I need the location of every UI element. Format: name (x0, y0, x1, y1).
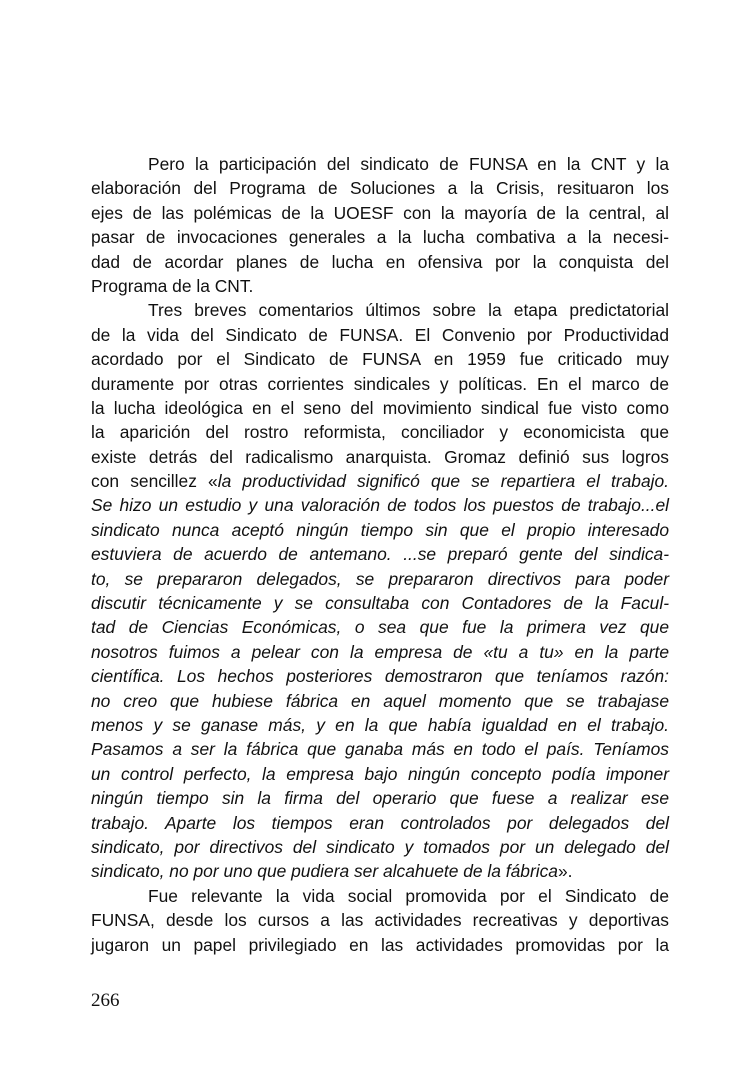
quoted-text: estuviera de acuerdo de antemano. ...se preparó gente del sindica- (91, 544, 669, 565)
quoted-text: sindicato, no por uno que pudiera ser alcahuete de la fábrica (91, 861, 558, 882)
body-text: Pero la participación del sindicato de FUNSA en la CNT y la (148, 154, 669, 174)
body-text: Tres breves comentarios últimos sobre la etapa predictatorial (148, 300, 669, 321)
text-line (91, 591, 669, 615)
text-line (91, 176, 669, 200)
paragraph (91, 152, 669, 298)
body-text: dad de acordar planes de lucha en ofensiva por la conquista del (91, 251, 669, 272)
body-text: Programa de la CNT. (91, 275, 254, 296)
quoted-text: discutir técnicamente y se consultaba con Contadores de la Facul- (91, 593, 669, 614)
text-line (91, 469, 669, 493)
paragraph (91, 298, 669, 883)
text-line (91, 859, 669, 883)
text-line (91, 933, 669, 957)
text-line (91, 298, 669, 322)
body-text: duramente por otras corrientes sindicales y políticas. En el marco de (91, 373, 669, 394)
body-text: pasar de invocaciones generales a la lucha combativa a la necesi- (91, 227, 669, 248)
paragraph (91, 884, 669, 957)
text-line (91, 664, 669, 688)
quoted-text: Pasamos a ser la fábrica que ganaba más en todo el país. Teníamos (91, 739, 669, 760)
quoted-text: to, se prepararon delegados, se prepararon directivos para poder (91, 568, 669, 589)
text-line (91, 811, 669, 835)
text-line (91, 396, 669, 420)
body-text: acordado por el Sindicato de FUNSA en 1959 fue criticado muy (91, 349, 669, 370)
quoted-text: sindicato, por directivos del sindicato y tomados por un delegado del (91, 836, 669, 857)
text-line (91, 762, 669, 786)
text-line (91, 786, 669, 810)
text-line (91, 713, 669, 737)
text-line (91, 567, 669, 591)
text-line (91, 225, 669, 249)
body-text: FUNSA, desde los cursos a las actividades recreativas y deportivas (91, 910, 669, 931)
text-line (91, 445, 669, 469)
text-line (91, 347, 669, 371)
body-text: de la vida del Sindicato de FUNSA. El Convenio por Productividad (91, 324, 669, 345)
quoted-text: Se hizo un estudio y una valoración de todos los puestos de trabajo...el (91, 495, 669, 516)
text-line (91, 420, 669, 444)
text-line (91, 689, 669, 713)
text-line (91, 152, 669, 176)
quoted-text: menos y se ganase más, y en la que había igualdad en el trabajo. (91, 714, 669, 735)
body-text: ». (557, 861, 573, 882)
body-text: elaboración del Programa de Soluciones a la Crisis, resituaron los (91, 178, 669, 199)
page-body (91, 152, 669, 957)
text-line (91, 737, 669, 761)
body-text: la lucha ideológica en el seno del movimiento sindical fue visto como (91, 397, 669, 418)
body-text: la aparición del rostro reformista, conciliador y economicista que (91, 422, 669, 443)
text-line (91, 615, 669, 639)
quoted-text: la productividad significó que se repartiera el trabajo. (217, 471, 670, 492)
text-line (91, 372, 669, 396)
text-line (91, 835, 669, 859)
text-line (91, 908, 669, 932)
text-line (91, 518, 669, 542)
quoted-text: nosotros fuimos a pelear con la empresa de «tu a tu» en la parte (91, 641, 669, 662)
quoted-text: un control perfecto, la empresa bajo ningún concepto podía imponer (91, 763, 669, 784)
text-line (91, 884, 669, 908)
body-text: Fue relevante la vida social promovida por el Sindicato de (148, 885, 669, 906)
body-text: existe detrás del radicalismo anarquista. Gromaz definió sus logros (91, 446, 669, 467)
text-line (91, 323, 669, 347)
page-number: 266 (91, 990, 120, 1011)
text-line (91, 493, 669, 517)
text-line (91, 201, 669, 225)
text-line (91, 542, 669, 566)
text-line (91, 640, 669, 664)
body-text: jugaron un papel privilegiado en las actividades promovidas por la (91, 934, 669, 955)
quoted-text: trabajo. Aparte los tiempos eran controlados por delegados del (91, 812, 669, 833)
quoted-text: no creo que hubiese fábrica en aquel momento que se trabajase (91, 690, 669, 711)
quoted-text: tad de Ciencias Económicas, o sea que fue la primera vez que (91, 617, 669, 638)
quoted-text: científica. Los hechos posteriores demostraron que teníamos razón: (91, 666, 669, 687)
body-text: con sencillez « (91, 471, 218, 492)
body-text: ejes de las polémicas de la UOESF con la mayoría de la central, al (91, 202, 669, 223)
quoted-text: ningún tiempo sin la firma del operario que fuese a realizar ese (91, 788, 669, 809)
quoted-text: sindicato nunca aceptó ningún tiempo sin que el propio interesado (91, 519, 669, 540)
text-line (91, 274, 669, 298)
text-line (91, 250, 669, 274)
